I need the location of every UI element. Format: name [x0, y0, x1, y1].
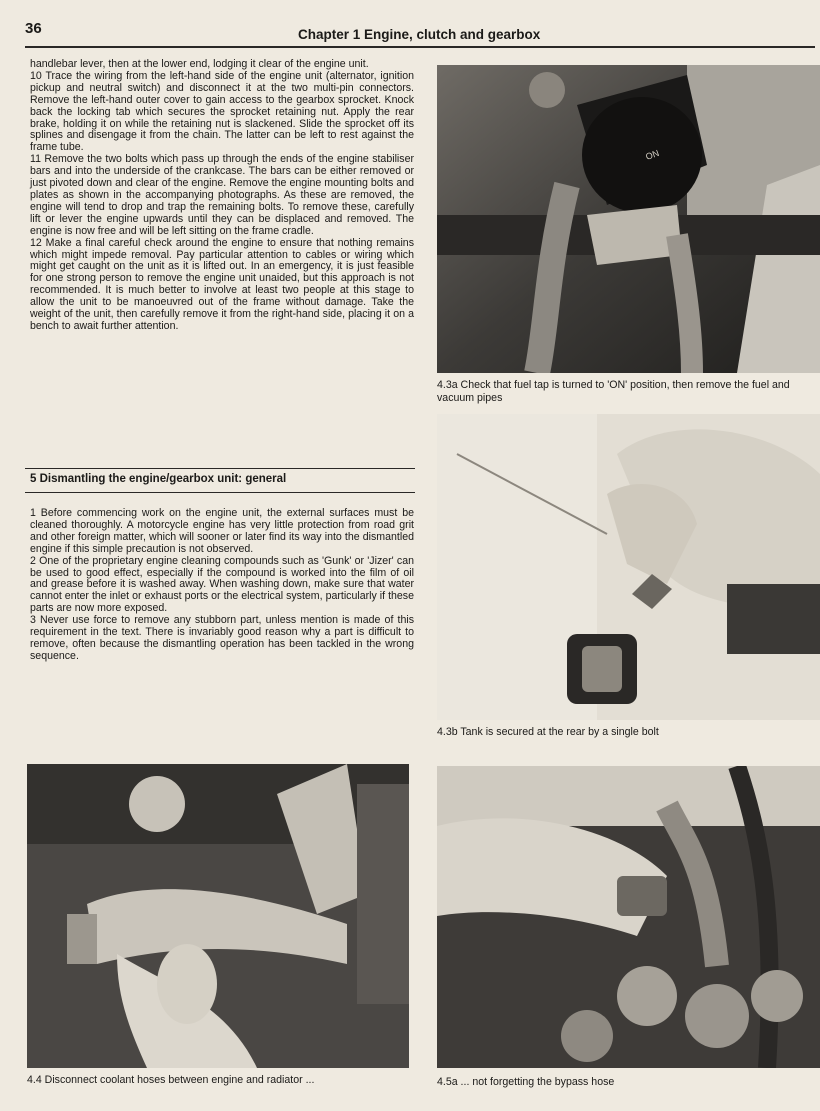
caption-4-3a: 4.3a Check that fuel tap is turned to 'ON' position, then remove the fuel and vacuum pipes	[437, 379, 790, 404]
paragraph-continuation: handlebar lever, then at the lower end, lodging it clear of the engine unit.	[30, 58, 369, 70]
section-paragraph-1: 1 Before commencing work on the engine unit, the external surfaces must be cleaned thoroughly. A motorcycle engine has very little protection from road grit and other foreign matter, which will sooner or later find its way into the dismantled engine if this simple precaution is not observed.	[30, 507, 414, 555]
text-column-top	[30, 59, 414, 333]
section-paragraph-3: 3 Never use force to remove any stubborn part, unless mention is made of this requirement in the text. There is invariably good reason why a part is difficult to remove, often because the dismantling operation has been tackled in the wrong sequence.	[30, 614, 414, 662]
header-rule	[25, 46, 815, 48]
caption-4-4: 4.4 Disconnect coolant hoses between engine and radiator ...	[27, 1074, 315, 1086]
caption-4-3b: 4.3b Tank is secured at the rear by a single bolt	[437, 726, 659, 738]
running-header: Chapter 1 Engine, clutch and gearbox	[298, 27, 541, 42]
photo-on-label: ON	[644, 147, 661, 162]
paragraph-10: 10 Trace the wiring from the left-hand side of the engine unit (alternator, ignition pickup and neutral switch) and disconnect it at the two multi-pin connectors. Remove the left-hand outer cover to gain access to the gearbox sprocket. Knock back the locking tab which secures the sprocket retaining nut. Apply the rear brake, holding it on while the retaining nut is slackened. Slide the sprocket off its splines and disengage it from the chain. The latter can be left to rest against the frame tube.	[30, 69, 414, 154]
page-number: 36	[25, 20, 42, 37]
photo-coolant-hoses	[27, 764, 409, 1068]
paragraph-12: 12 Make a final careful check around the engine to ensure that nothing remains which might impede removal. Pay particular attention to cables or wiring which might get caught on the unit as it is lifted out. In an emergency, it is just feasible for one strong person to remove the engine unit unaided, but this approach is not recommended. It is much better to involve at least two people at this stage to allow the unit to be manoeuvred out of the frame without damage. Take the weight of the unit, then carefully remove it from the right-hand side, placing it on a bench to await further attention.	[30, 236, 414, 332]
section-rule-top	[25, 468, 415, 469]
section-rule-bottom	[25, 492, 415, 493]
text-column-section	[30, 508, 414, 663]
photo-tank-rear-bolt	[437, 414, 820, 720]
paragraph-11: 11 Remove the two bolts which pass up through the ends of the engine stabiliser bars and into the underside of the crankcase. The bars can be either removed or just pivoted down and clear of the engine. Remove the engine mounting bolts and plates as shown in the accompanying photographs. As these are removed, the engine will tend to drop and trap the remaining bolts. To remove these, carefully lift or lever the engine upwards until they can be displaced and removed. The engine is now free and will be left sitting on the frame cradle.	[30, 153, 414, 237]
caption-4-5a: 4.5a ... not forgetting the bypass hose	[437, 1076, 615, 1088]
section-heading: 5 Dismantling the engine/gearbox unit: general	[30, 473, 287, 485]
section-paragraph-2: 2 One of the proprietary engine cleaning compounds such as 'Gunk' or 'Jizer' can be used to good effect, especially if the compound is worked into the film of oil and grease before it is washed away. When washing down, make sure that water cannot enter the inlet or exhaust ports or the electrical system, particularly if these parts are now more exposed.	[30, 554, 414, 615]
photo-bypass-hose	[437, 766, 820, 1068]
photo-fuel-tap	[437, 65, 820, 373]
